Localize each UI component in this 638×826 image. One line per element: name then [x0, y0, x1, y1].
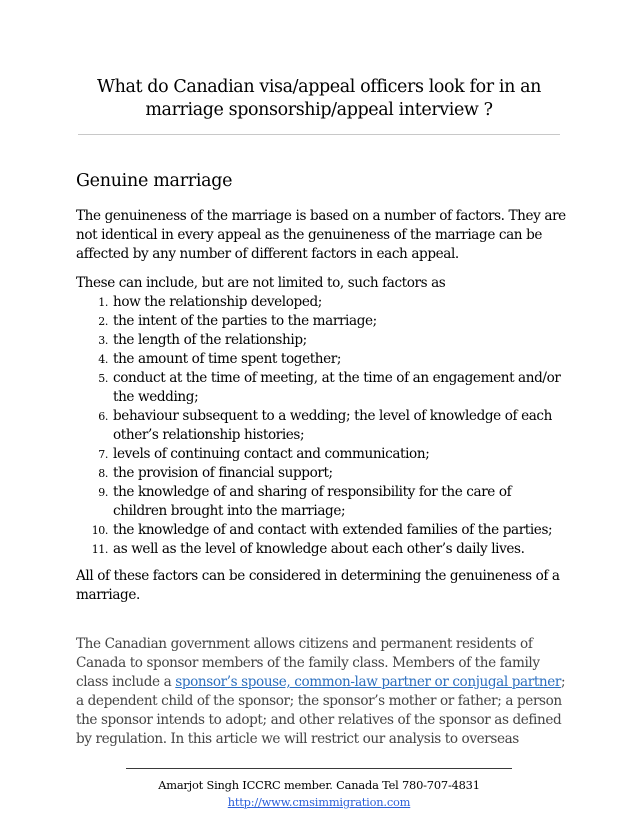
list-item-number: 1. — [98, 296, 108, 309]
list-intro: These can include, but are not limited to, such factors as — [76, 275, 446, 291]
list-item-number: 7. — [98, 448, 108, 461]
list-item — [76, 483, 566, 521]
list-item-text: the intent of the parties to the marriage; — [113, 313, 377, 329]
footer-contact: Amarjot Singh ICCRC member. Canada Tel 780-707-4831 — [158, 778, 480, 792]
list-item — [76, 407, 566, 445]
conclusion-paragraph: All of these factors can be considered in determining the genuineness of a marriage. — [76, 568, 560, 603]
list-item-number: 2. — [98, 315, 108, 328]
list-item-text: conduct at the time of meeting, at the time of an engagement and/or the wedding; — [113, 370, 561, 405]
list-item-text: levels of continuing contact and communication; — [113, 446, 430, 462]
list-item-text: behaviour subsequent to a wedding; the level of knowledge of each other’s relationship histories; — [113, 408, 553, 443]
section-heading: Genuine marriage — [76, 171, 233, 191]
title-divider — [78, 134, 560, 135]
list-item-text: how the relationship developed; — [113, 294, 322, 310]
list-item — [76, 331, 566, 350]
list-item-text: the amount of time spent together; — [113, 351, 342, 367]
list-item-number: 4. — [98, 353, 108, 366]
list-item-text: as well as the level of knowledge about each other’s daily lives. — [113, 541, 525, 557]
list-item — [76, 350, 566, 369]
sponsorship-text-end: ; a dependent child of the sponsor; the sponsor’s mother or father; a person the sponsor intends to adopt; and other relatives of the sponsor as defined by regulation. In this article we will restrict our analysis to overseas — [76, 674, 566, 747]
page-title-line-2: marriage sponsorship/appeal interview ? — [145, 100, 493, 120]
list-item-number: 6. — [98, 410, 108, 423]
list-item-text: the length of the relationship; — [113, 332, 307, 348]
list-item-number: 10. — [91, 524, 108, 537]
spouse-partner-link[interactable]: sponsor’s spouse, common-law partner or conjugal partner — [175, 674, 562, 690]
factor-list — [76, 293, 566, 559]
list-item-number: 3. — [98, 334, 108, 347]
list-item — [76, 312, 566, 331]
page-title-line-1: What do Canadian visa/appeal officers look for in an — [96, 77, 542, 97]
list-item — [76, 445, 566, 464]
list-item — [76, 369, 566, 407]
footer-divider — [126, 768, 512, 769]
sponsorship-text-start: The Canadian government allows citizens and permanent residents of Canada to sponsor members of the family class. Members of the family class include a — [76, 636, 540, 690]
footer-website-link[interactable]: http://www.cmsimmigration.com — [227, 795, 411, 809]
list-item-number: 11. — [91, 543, 108, 556]
list-item-number: 8. — [98, 467, 108, 480]
list-item-number: 5. — [98, 372, 108, 385]
list-item — [76, 540, 566, 559]
list-item-number: 9. — [98, 486, 108, 499]
list-item — [76, 293, 566, 312]
list-item-text: the knowledge of and contact with extended families of the parties; — [113, 522, 553, 538]
list-item-text: the provision of financial support; — [113, 465, 333, 481]
sponsorship-paragraph — [76, 635, 566, 749]
list-item — [76, 464, 566, 483]
list-item — [76, 521, 566, 540]
list-item-text: the knowledge of and sharing of responsibility for the care of children brought into the marriage; — [113, 484, 512, 519]
page-title — [78, 76, 560, 122]
intro-paragraph: The genuineness of the marriage is based on a number of factors. They are not identical in every appeal as the genuineness of the marriage can be affected by any number of different factors in each appeal. — [76, 208, 566, 262]
